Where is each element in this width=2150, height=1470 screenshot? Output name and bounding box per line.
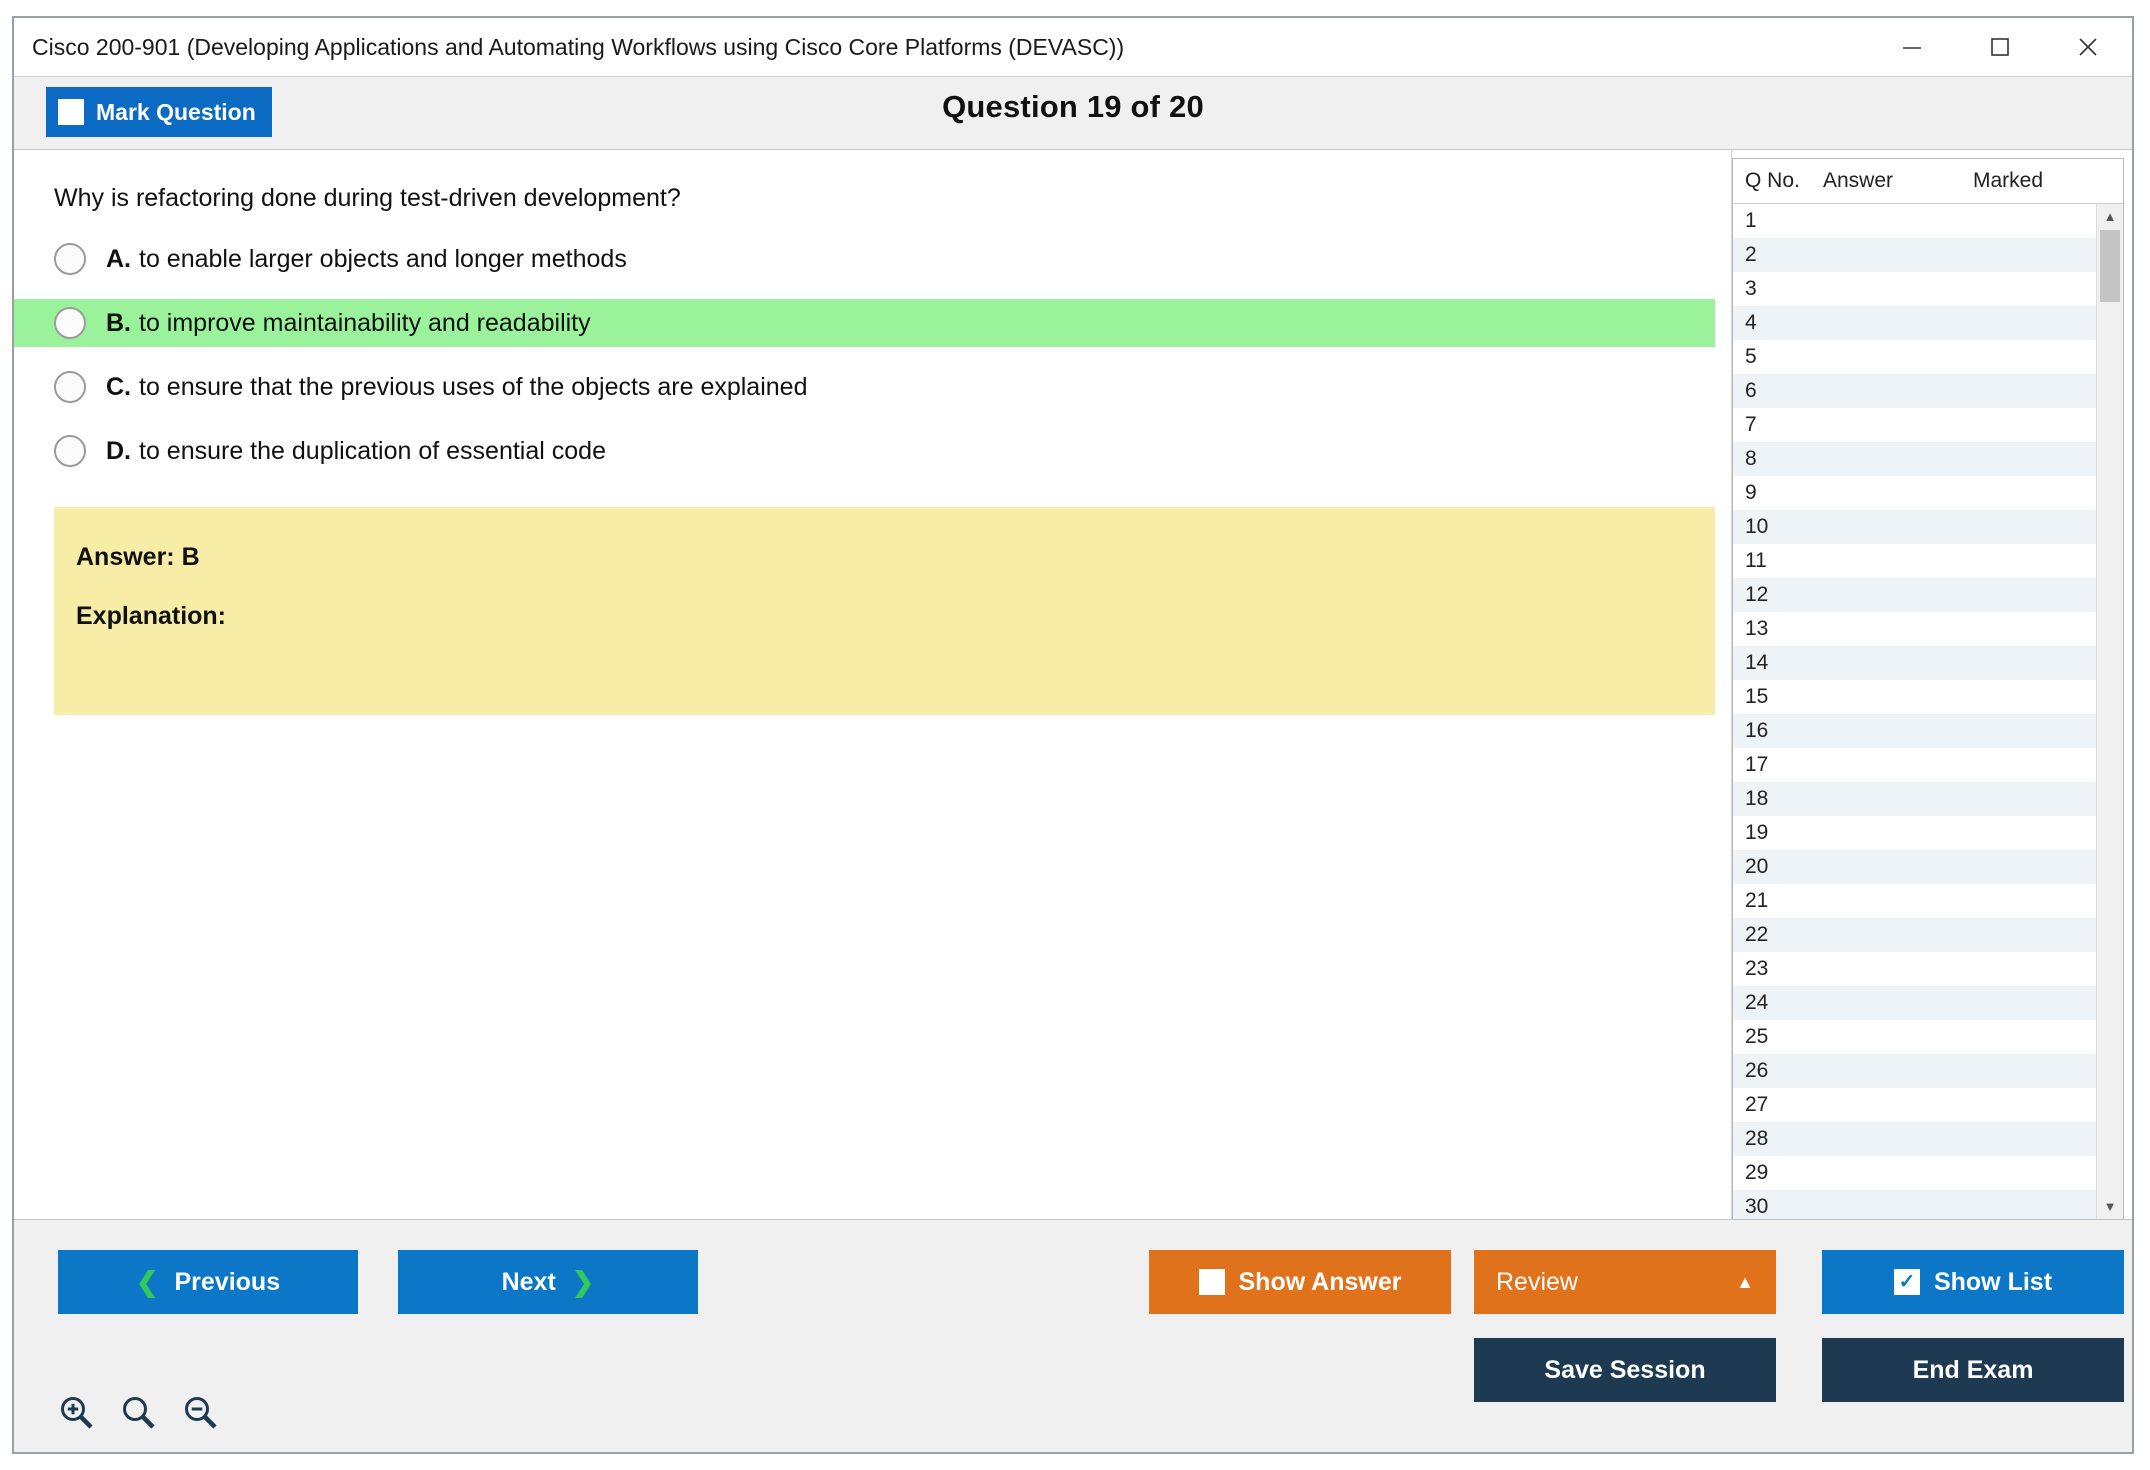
question-list-row[interactable] [1733,1122,2096,1156]
question-list-row-number: 15 [1745,684,1769,708]
option-c-letter: C. [106,372,131,401]
question-list-row[interactable] [1733,272,2096,306]
question-list-row[interactable] [1733,510,2096,544]
chevron-right-icon: ❯ [571,1266,595,1297]
end-exam-button[interactable] [1822,1338,2124,1402]
footer-bar [14,1219,2132,1452]
save-session-button[interactable] [1474,1338,1776,1402]
option-d[interactable] [14,427,1715,475]
option-c[interactable] [14,363,1715,411]
option-c-radio[interactable] [54,371,86,403]
option-b-letter: B. [106,308,131,337]
show-answer-checkbox[interactable] [1199,1269,1225,1295]
question-list-header [1733,159,2123,204]
question-list-scroll-area [1733,204,2123,1219]
question-list-row[interactable] [1733,612,2096,646]
question-list-row-number: 28 [1745,1126,1769,1150]
question-list-row-number: 17 [1745,752,1769,776]
option-d-letter: D. [106,436,131,465]
option-b-text: to improve maintainability and readability [139,308,591,337]
option-a-text: to enable larger objects and longer methods [139,244,627,273]
question-list-row-number: 20 [1745,854,1769,878]
scroll-down-icon[interactable]: ▼ [2103,1198,2117,1214]
question-counter: Question 19 of 20 [942,89,1204,124]
chevron-left-icon: ❮ [135,1266,159,1297]
question-list-row-number: 4 [1745,310,1757,334]
question-list-row-number: 7 [1745,412,1757,436]
option-b-radio[interactable] [54,307,86,339]
save-session-label: Save Session [1544,1355,1706,1384]
question-list-row[interactable] [1733,1156,2096,1190]
mark-question-label: Mark Question [96,98,256,125]
question-list-row-number: 24 [1745,990,1769,1014]
previous-button[interactable] [58,1250,358,1314]
question-list-row-number: 22 [1745,922,1769,946]
zoom-in-icon[interactable] [58,1394,94,1430]
question-list-row-number: 27 [1745,1092,1769,1116]
question-list-row-number: 26 [1745,1058,1769,1082]
question-list-row[interactable] [1733,748,2096,782]
question-list-row[interactable] [1733,714,2096,748]
question-list-row-number: 14 [1745,650,1769,674]
next-button[interactable] [398,1250,698,1314]
question-list-row[interactable] [1733,646,2096,680]
question-list-row[interactable] [1733,1054,2096,1088]
question-list-row-number: 16 [1745,718,1769,742]
question-list-row-number: 6 [1745,378,1757,402]
question-list-row[interactable] [1733,1020,2096,1054]
option-c-text: to ensure that the previous uses of the objects are explained [139,372,808,401]
column-header-qno: Q No. [1745,168,1800,192]
question-list-row[interactable] [1733,986,2096,1020]
option-b[interactable] [14,299,1715,347]
question-list-row-number: 25 [1745,1024,1769,1048]
show-list-label: Show List [1933,1267,2053,1296]
question-panel [14,150,1732,1219]
question-list-row-number: 5 [1745,344,1757,368]
question-list-row[interactable] [1733,1190,2096,1219]
question-list-row[interactable] [1733,340,2096,374]
question-list-row[interactable] [1733,782,2096,816]
question-list-rows[interactable] [1733,204,2096,1219]
option-a-radio[interactable] [54,243,86,275]
body [14,150,2132,1219]
question-list-row-number: 19 [1745,820,1769,844]
header-bar [14,77,2132,150]
question-list-row[interactable] [1733,408,2096,442]
question-list-row[interactable] [1733,918,2096,952]
end-exam-label: End Exam [1912,1355,2034,1384]
question-list-row[interactable] [1733,374,2096,408]
option-d-text: to ensure the duplication of essential code [139,436,606,465]
question-list-row[interactable] [1733,680,2096,714]
show-answer-button[interactable] [1149,1250,1451,1314]
question-list-row[interactable] [1733,442,2096,476]
maximize-icon[interactable] [1956,19,2044,75]
minimize-icon[interactable] [1868,19,1956,75]
show-answer-label: Show Answer [1238,1267,1402,1296]
question-text: Why is refactoring done during test-driven development? [54,184,681,212]
zoom-out-icon[interactable] [182,1394,218,1430]
question-list-row[interactable] [1733,306,2096,340]
question-list-row-number: 18 [1745,786,1769,810]
window-title: Cisco 200-901 (Developing Applications and Automating Workflows using Cisco Core Platforms (DEVASC)) [32,33,1125,60]
question-list-panel [1732,158,2124,1219]
column-header-marked: Marked [1973,168,2044,192]
question-list-row[interactable] [1733,850,2096,884]
question-list-row[interactable] [1733,544,2096,578]
scrollbar-track[interactable] [2097,230,2123,1193]
question-list-row[interactable] [1733,816,2096,850]
option-d-radio[interactable] [54,435,86,467]
scroll-up-icon[interactable]: ▲ [2103,209,2117,225]
question-list-row-number: 9 [1745,480,1757,504]
question-list-row-number: 30 [1745,1194,1769,1218]
question-list-scrollbar[interactable] [2096,204,2123,1219]
check-icon: ✓ [1898,1271,1916,1293]
question-list-row-number: 13 [1745,616,1769,640]
zoom-controls [58,1394,218,1430]
scrollbar-thumb[interactable] [2100,230,2120,302]
option-a-letter: A. [106,244,131,273]
question-list-row[interactable] [1733,1088,2096,1122]
option-a[interactable] [14,235,1715,283]
question-list-row-number: 11 [1745,548,1767,572]
question-list-row-number: 21 [1745,888,1769,912]
previous-button-label: Previous [174,1267,281,1296]
chevron-up-icon: ▲ [1736,1271,1754,1292]
question-list-row[interactable] [1733,476,2096,510]
title-bar [14,18,2132,77]
question-list-row-number: 12 [1745,582,1769,606]
question-list-row[interactable] [1733,238,2096,272]
show-list-checkbox[interactable] [1894,1269,1920,1295]
answer-explanation-box [54,507,1715,715]
question-list-row-number: 23 [1745,956,1769,980]
options-list [14,235,1731,475]
question-list-row-number: 10 [1745,514,1769,538]
show-list-button[interactable] [1822,1250,2124,1314]
review-label: Review [1496,1267,1578,1296]
question-list-row[interactable] [1733,204,2096,238]
close-icon[interactable] [2044,19,2132,75]
column-header-answer: Answer [1823,168,1894,192]
review-dropdown[interactable] [1474,1250,1776,1314]
question-list-row-number: 8 [1745,446,1757,470]
exam-window [12,16,2134,1454]
question-list-row[interactable] [1733,578,2096,612]
question-list-row[interactable] [1733,952,2096,986]
question-list-row-number: 3 [1745,276,1757,300]
next-button-label: Next [501,1267,556,1296]
question-list-row-number: 2 [1745,242,1757,266]
question-list-row-number: 29 [1745,1160,1769,1184]
answer-label: Answer: B [76,543,200,571]
question-list-row-number: 1 [1745,208,1757,232]
zoom-icon[interactable] [120,1394,156,1430]
explanation-label: Explanation: [76,602,227,630]
question-list-row[interactable] [1733,884,2096,918]
